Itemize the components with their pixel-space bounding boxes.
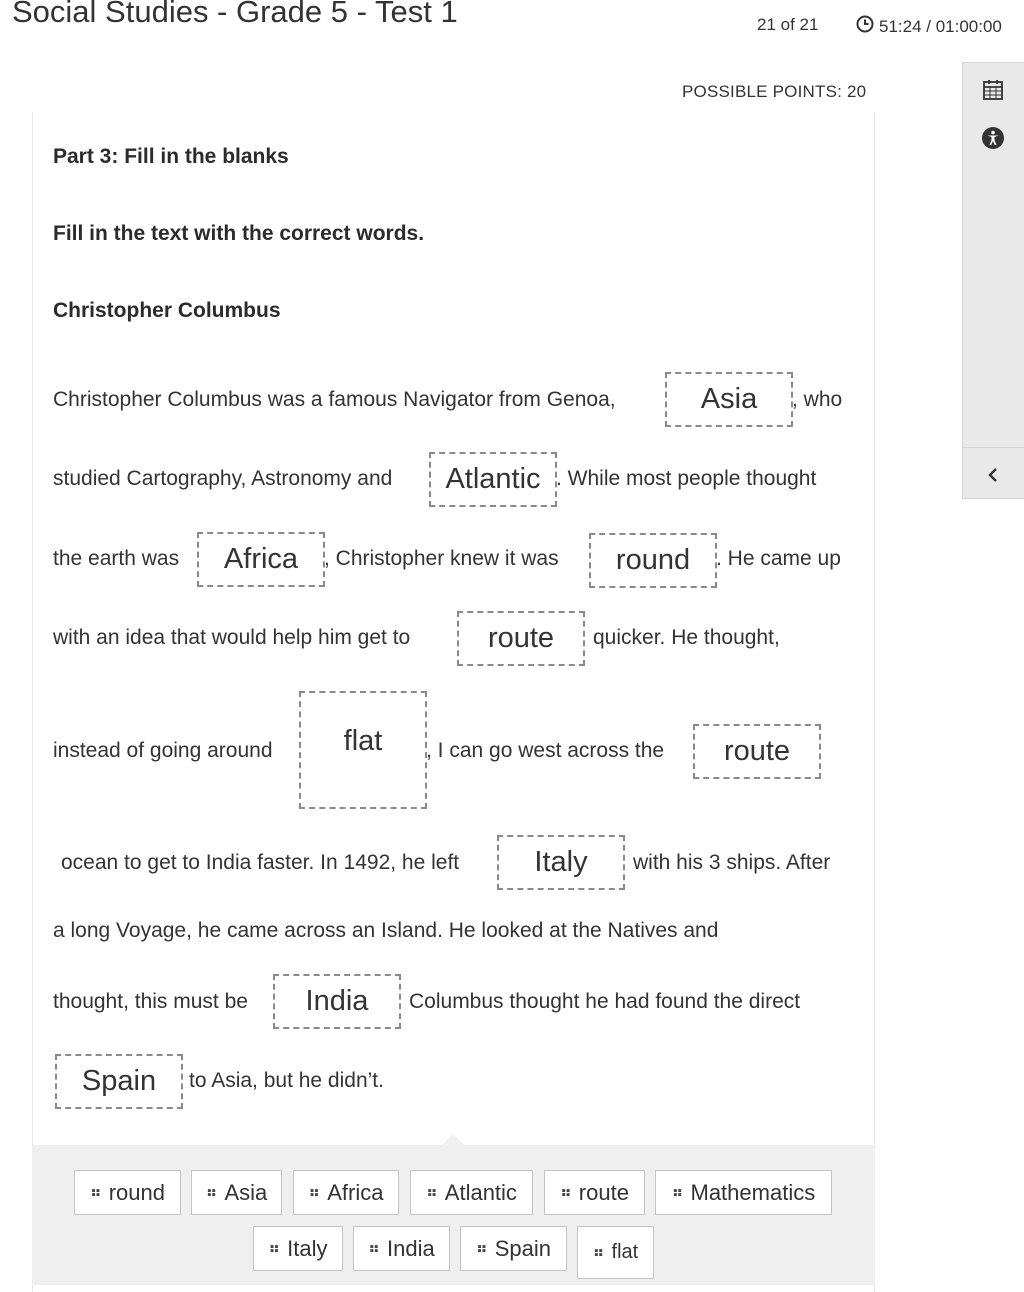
possible-points: POSSIBLE POINTS: 20: [682, 82, 867, 101]
chevron-left-icon[interactable]: [980, 462, 1006, 488]
clock-icon: [856, 15, 874, 38]
word-chip[interactable]: [577, 1226, 654, 1279]
word-chip-label: Italy: [287, 1235, 328, 1261]
passage-text: , Christopher knew it was: [324, 547, 559, 570]
accessibility-icon[interactable]: [980, 125, 1006, 151]
word-chip-label: Spain: [494, 1235, 551, 1261]
blank-10[interactable]: Spain: [55, 1054, 183, 1109]
word-bank: [32, 1145, 875, 1285]
passage-text: . While most people thought: [556, 467, 817, 490]
blank-3[interactable]: Africa: [197, 532, 325, 587]
passage-text: a long Voyage, he came across an Island. He looked at the Natives and: [53, 919, 719, 942]
passage-text: the earth was: [53, 547, 180, 570]
drag-handle-icon: ⠶: [205, 1184, 217, 1201]
word-chip-label: route: [578, 1179, 629, 1205]
drag-handle-icon: ⠶: [476, 1240, 487, 1257]
passage-text: with his 3 ships. After: [633, 851, 831, 874]
timer: [856, 15, 1002, 38]
word-bank-pointer: [441, 1134, 465, 1146]
blank-4[interactable]: round: [589, 533, 717, 588]
calendar-icon[interactable]: [980, 77, 1006, 103]
blank-9[interactable]: India: [273, 974, 401, 1029]
drag-handle-icon: ⠶: [592, 1244, 604, 1261]
word-chip[interactable]: [293, 1170, 399, 1215]
toolbar-divider: [963, 447, 1024, 448]
test-title: Social Studies - Grade 5 - Test 1: [12, 0, 458, 29]
blank-7[interactable]: route: [693, 724, 821, 779]
passage-text: Columbus thought he had found the direct: [409, 990, 801, 1013]
blank-2[interactable]: Atlantic: [429, 452, 557, 507]
passage-text: . He came up: [716, 547, 841, 570]
drag-handle-icon: ⠶: [671, 1184, 683, 1201]
passage-text: thought, this must be: [53, 990, 248, 1013]
drag-handle-icon: ⠶: [368, 1240, 379, 1257]
word-chip[interactable]: [353, 1226, 450, 1271]
timer-text: 51:24 / 01:00:00: [879, 16, 1002, 36]
passage-text: quicker. He thought,: [593, 626, 780, 649]
passage-text: studied Cartography, Astronomy and: [53, 467, 393, 490]
word-chip[interactable]: [460, 1226, 567, 1271]
passage-text: with an idea that would help him get to: [53, 626, 411, 649]
drag-handle-icon: ⠶: [560, 1184, 571, 1201]
passage-text: to Asia, but he didn’t.: [189, 1069, 384, 1092]
word-chip-label: flat: [611, 1241, 639, 1263]
part-title: Part 3: Fill in the blanks: [53, 145, 289, 168]
passage-text: instead of going around: [53, 739, 273, 762]
word-chip-label: India: [387, 1235, 435, 1261]
passage-title: Christopher Columbus: [53, 299, 281, 322]
blank-6[interactable]: flat: [299, 691, 427, 809]
word-chip-label: Atlantic: [444, 1179, 517, 1205]
blank-1[interactable]: Asia: [665, 372, 793, 427]
passage-text: ocean to get to India faster. In 1492, he left: [61, 851, 460, 874]
side-toolbar: [962, 62, 1024, 499]
drag-handle-icon: ⠶: [268, 1240, 280, 1257]
drag-handle-icon: ⠶: [90, 1184, 101, 1201]
drag-handle-icon: ⠶: [426, 1184, 437, 1201]
word-chip[interactable]: [253, 1226, 343, 1271]
blank-5[interactable]: route: [457, 611, 585, 666]
blank-8[interactable]: Italy: [497, 835, 625, 890]
passage-text: , who: [792, 388, 843, 411]
word-chip-label: round: [108, 1179, 165, 1205]
word-chip-label: Africa: [327, 1179, 384, 1205]
word-chip[interactable]: [191, 1170, 282, 1215]
question-progress: 21 of 21: [757, 15, 819, 34]
word-chip[interactable]: [655, 1170, 832, 1215]
passage-text: Christopher Columbus was a famous Navigator from Genoa,: [53, 388, 616, 411]
word-chip[interactable]: [544, 1170, 645, 1215]
question-card: [32, 112, 875, 1292]
drag-handle-icon: ⠶: [308, 1184, 320, 1201]
passage-text: , I can go west across the: [426, 739, 665, 762]
word-chip[interactable]: [410, 1170, 533, 1215]
word-chip-label: Asia: [224, 1179, 268, 1205]
instructions: Fill in the text with the correct words.: [53, 222, 425, 245]
word-chip[interactable]: [74, 1170, 181, 1215]
word-chip-label: Mathematics: [690, 1179, 816, 1205]
